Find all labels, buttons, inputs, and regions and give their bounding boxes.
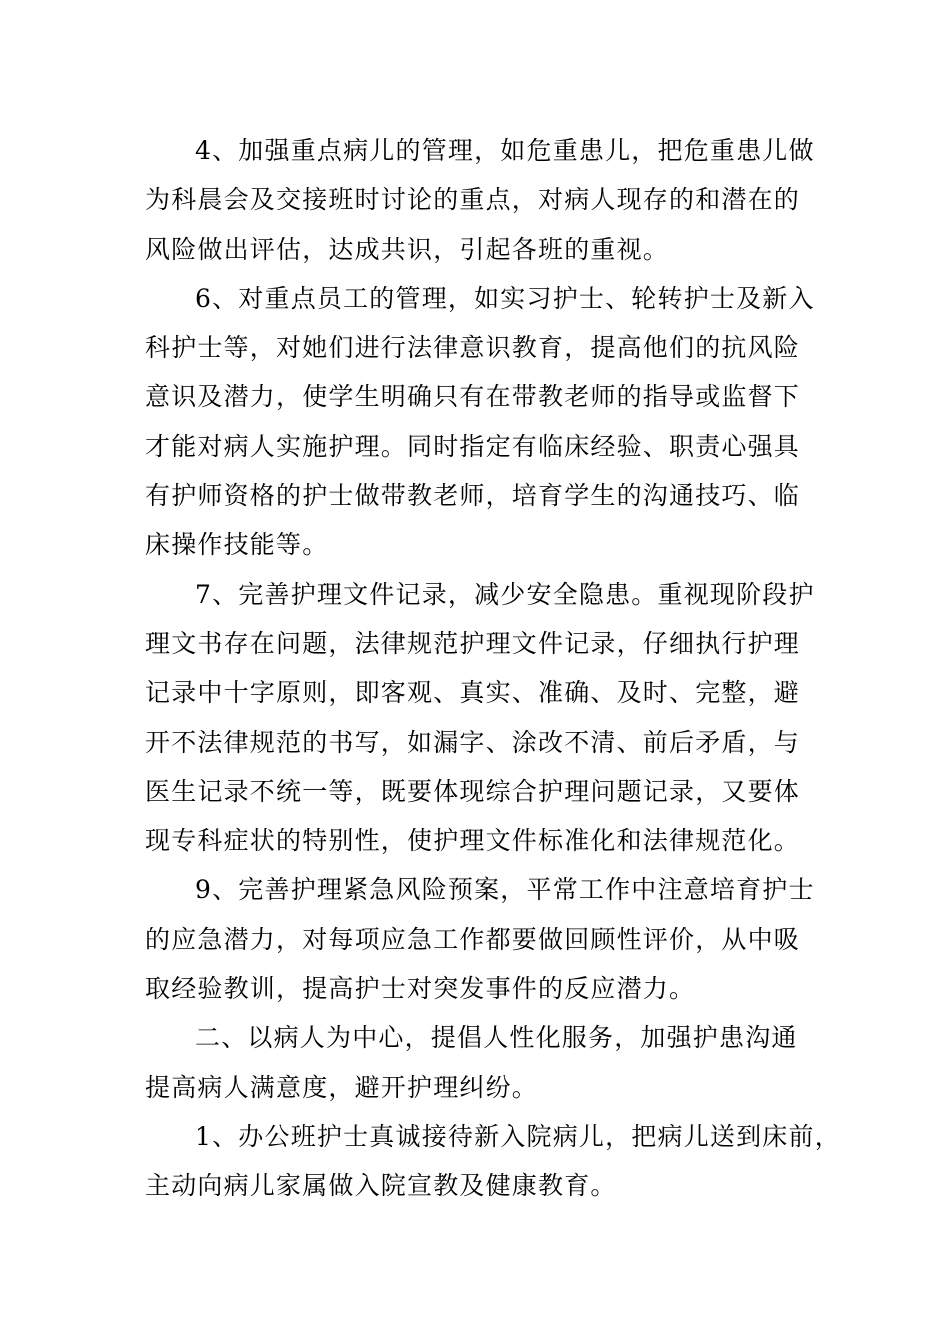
paragraph-1-admission [145, 1112, 841, 1211]
text-line: 才能对病人实施护理。同时指定有临床经验、职责心强具 [145, 431, 801, 461]
text-line: 现专科症状的特别性，使护理文件标准化和法律规范化。 [145, 826, 801, 856]
text-line: 科护士等，对她们进行法律意识教育，提高他们的抗风险 [145, 333, 801, 363]
paragraph-7-records [145, 570, 815, 866]
text-line: 为科晨会及交接班时讨论的重点，对病人现存的和潜在的 [145, 185, 801, 215]
text-line: 9、完善护理紧急风险预案，平常工作中注意培育护士 [195, 875, 815, 905]
text-line: 取经验教训，提高护士对突发事件的反应潜力。 [145, 974, 696, 1004]
text-line: 医生记录不统一等，既要体现综合护理问题记录，又要体 [145, 776, 801, 806]
text-line: 4、加强重点病儿的管理，如危重患儿，把危重患儿做 [195, 136, 815, 165]
text-line: 意识及潜力，使学生明确只有在带教老师的指导或监督下 [145, 382, 801, 412]
text-line: 风险做出评估，达成共识，引起各班的重视。 [145, 234, 670, 264]
text-line: 1、办公班护士真诚接待新入院病儿，把病儿送到床前， [195, 1121, 841, 1151]
text-line: 开不法律规范的书写，如漏字、涂改不清、前后矛盾，与 [145, 727, 801, 757]
text-line: 二、以病人为中心，提倡人性化服务，加强护患沟通 [195, 1023, 798, 1053]
paragraph-6-key-staff [145, 274, 815, 570]
document-body [145, 126, 841, 1211]
section-heading-2-patient-centered [145, 1013, 807, 1112]
text-line: 记录中十字原则，即客观、真实、准确、及时、完整，避 [145, 678, 801, 708]
text-line: 有护师资格的护士做带教老师，培育学生的沟通技巧、临 [145, 481, 801, 511]
text-line: 床操作技能等。 [145, 530, 329, 560]
paragraph-9-emergency-plan [145, 865, 815, 1013]
text-line: 理文书存在问题，法律规范护理文件记录，仔细执行护理 [145, 628, 801, 658]
text-line: 7、完善护理文件记录，减少安全隐患。重视现阶段护 [195, 579, 815, 609]
text-line: 的应急潜力，对每项应急工作都要做回顾性评价，从中吸 [145, 924, 801, 954]
text-line: 主动向病儿家属做入院宣教及健康教育。 [145, 1171, 617, 1201]
paragraph-4-key-patients [145, 126, 815, 274]
text-line: 提高病人满意度，避开护理纠纷。 [145, 1072, 539, 1102]
text-line: 6、对重点员工的管理，如实习护士、轮转护士及新入 [195, 283, 815, 313]
